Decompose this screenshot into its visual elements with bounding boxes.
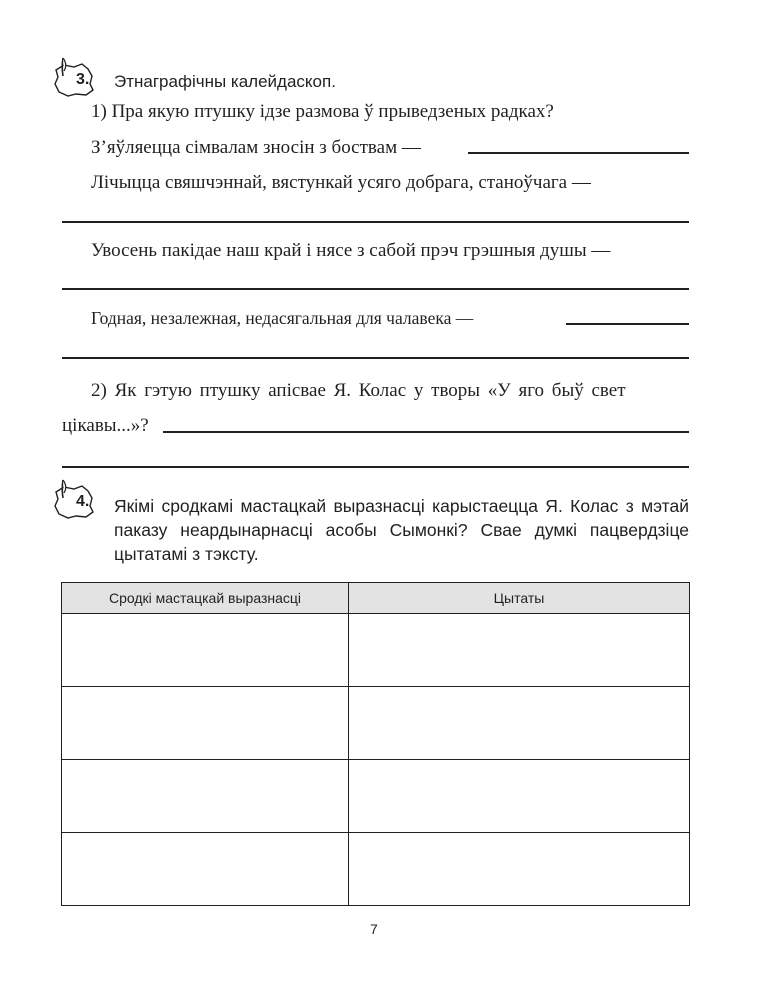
- table-cell-figure[interactable]: [62, 760, 349, 833]
- table-cell-quote[interactable]: [349, 614, 690, 687]
- answer-line-4[interactable]: [566, 323, 689, 325]
- task-3-badge: [50, 56, 98, 100]
- task-3-question-2-cont: цікавы...»?: [62, 415, 149, 436]
- page-number: 7: [370, 921, 378, 937]
- task-3-title: Этнаграфічны калейдаскоп.: [114, 72, 336, 91]
- table-cell-figure[interactable]: [62, 833, 349, 906]
- table-header-quotes: Цытаты: [349, 583, 690, 614]
- answer-line-5[interactable]: [62, 357, 689, 359]
- table-cell-quote[interactable]: [349, 760, 690, 833]
- belarus-map-icon: [50, 56, 98, 100]
- task-3-item-2: Лічыцца свяшчэннай, вястункай усяго добрага, станоўчага —: [91, 172, 591, 193]
- task-3-item-4: Годная, незалежная, недасягальная для чалавека —: [91, 308, 474, 328]
- table-row: [62, 833, 690, 906]
- table-cell-figure[interactable]: [62, 687, 349, 760]
- figures-of-speech-table: [61, 582, 690, 906]
- table-cell-figure[interactable]: [62, 614, 349, 687]
- task-3-question-1: 1) Пра якую птушку ідзе размова ў прыведзеных радках?: [91, 101, 554, 122]
- answer-line-2[interactable]: [62, 221, 689, 223]
- table-cell-quote[interactable]: [349, 687, 690, 760]
- answer-line-1[interactable]: [468, 152, 689, 154]
- answer-line-7[interactable]: [62, 466, 689, 468]
- quill-icon: [62, 480, 63, 498]
- quill-icon: [62, 58, 63, 76]
- belarus-map-icon: [50, 478, 98, 522]
- task-3-question-2: 2) Як гэтую птушку апісвае Я. Колас у творы «У яго быў свет: [91, 380, 626, 401]
- task-3-item-3: Увосень пакідае наш край і нясе з сабой прэч грэшныя душы —: [91, 240, 611, 261]
- table-header-figures: Сродкі мастацкай выразнасці: [62, 583, 349, 614]
- table-cell-quote[interactable]: [349, 833, 690, 906]
- answer-line-3[interactable]: [62, 288, 689, 290]
- task-4-badge: [50, 478, 98, 522]
- table-row: [62, 760, 690, 833]
- table-row: [62, 687, 690, 760]
- table-row: [62, 614, 690, 687]
- task-3-item-1: З’яўляецца сімвалам зносін з боствам —: [91, 137, 421, 158]
- task-4-number: 4.: [76, 493, 90, 510]
- task-3-number: 3.: [76, 71, 90, 88]
- task-4-text: Якімі сродкамі мастацкай выразнасці карыстаецца Я. Колас з мэтай паказу неардынарнасці асобы Сымонкі? Свае думкі пацвердзіце цытатамі з тэксту.: [114, 496, 689, 564]
- answer-line-6[interactable]: [163, 431, 689, 433]
